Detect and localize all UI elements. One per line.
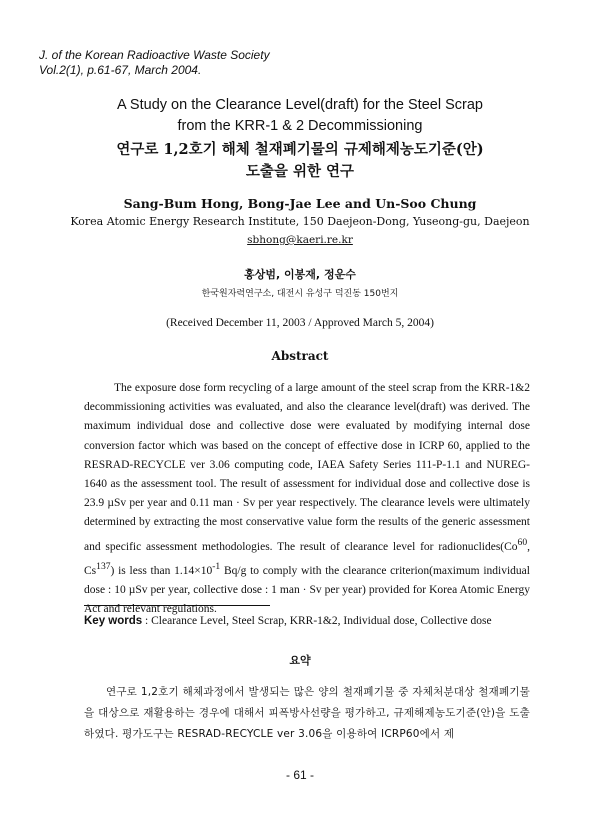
summary-body [84, 682, 530, 745]
abstract-heading: Abstract [271, 349, 329, 363]
title-ko-line1: 연구로 1,2호기 해체 철재폐기물의 규제해제농도기준(안) [116, 141, 484, 158]
abstract-text-1: The exposure dose form recycling of a large amount of the steel scrap from the KRR-1&2 decommissioning activities was evaluated, and also the clearance level(draft) was derived. The maximum individual dose and collective dose were evaluated by modifying internal dose conversion factor which was based on the concept of effective dose in ICRP 60, applied to the RESRAD-RECYCLE ver 3.06 computing code, IAEA Safety Series 111-P-1.1 and NUREG-1640 as the assessment tool. The result of assessment for individual dose and collective dose is 23.9 µSv per year and 0.11 man · Sv per year respectively. The clearance levels were ultimately determined by extracting the most conservative value form the results of the generic assessment and specific assessment methodologies. The result of clearance level for radionuclides(Co [84, 382, 530, 553]
affiliation: Korea Atomic Energy Research Institute, 150 Daejeon-Dong, Yuseong-gu, Daejeon [70, 215, 530, 228]
page-number: - 61 - [285, 768, 314, 782]
summary-heading: 요약 [289, 654, 311, 667]
abstract-sup-co60: 60 [517, 536, 528, 548]
keywords-text: : Clearance Level, Steel Scrap, KRR-1&2, Individual dose, Collective dose [142, 615, 492, 627]
abstract-text-3: ) is less than 1.14×10 [110, 564, 213, 577]
abstract-paragraph [84, 379, 530, 619]
authors-ko: 홍상범, 이봉재, 정운수 [244, 268, 356, 281]
keywords-label: Key words [84, 615, 143, 627]
journal-header [39, 48, 270, 78]
journal-citation: Vol.2(1), p.61-67, March 2004. [39, 63, 202, 77]
received-dates: (Received December 11, 2003 / Approved March 5, 2004) [166, 317, 434, 329]
authors: Sang-Bum Hong, Bong-Jae Lee and Un-Soo Chung [123, 196, 477, 211]
title-en-line2: from the KRR-1 & 2 Decommissioning [177, 118, 423, 134]
abstract-text-2: , Cs [84, 540, 530, 577]
title-en-line1: A Study on the Clearance Level(draft) for the Steel Scrap [117, 97, 483, 113]
affiliation-ko: 한국원자력연구소, 대전시 유성구 덕진동 150번지 [201, 289, 399, 299]
abstract-sup-cs137: 137 [96, 560, 111, 572]
keywords [84, 615, 544, 627]
abstract-sup-exponent: -1 [212, 560, 221, 572]
divider [84, 605, 270, 606]
email-link[interactable]: sbhong@kaeri.re.kr [247, 234, 353, 246]
journal-name: J. of the Korean Radioactive Waste Society [39, 48, 270, 62]
title-ko-line2: 도출을 위한 연구 [245, 163, 355, 180]
summary-paragraph: 연구로 1,2호기 해체과정에서 발생되는 많은 양의 철재폐기물 중 자체처분대상 철재폐기물을 대상으로 재활용하는 경우에 대해서 피폭방사선량을 평가하고, 규제해제농도기준(안)을 도출하였다. 평가도구는 RESRAD-RECYCLE ver 3.06을 이용하여 ICRP60에서 제 [84, 686, 530, 740]
abstract-body [84, 379, 530, 619]
abstract-text-4: Bq/g to comply with the clearance criterion(maximum individual dose : 10 µSv per year, collective dose : 1 man · Sv per year) provided for Korea Atomic Energy Act and relevant regulations. [84, 564, 530, 615]
